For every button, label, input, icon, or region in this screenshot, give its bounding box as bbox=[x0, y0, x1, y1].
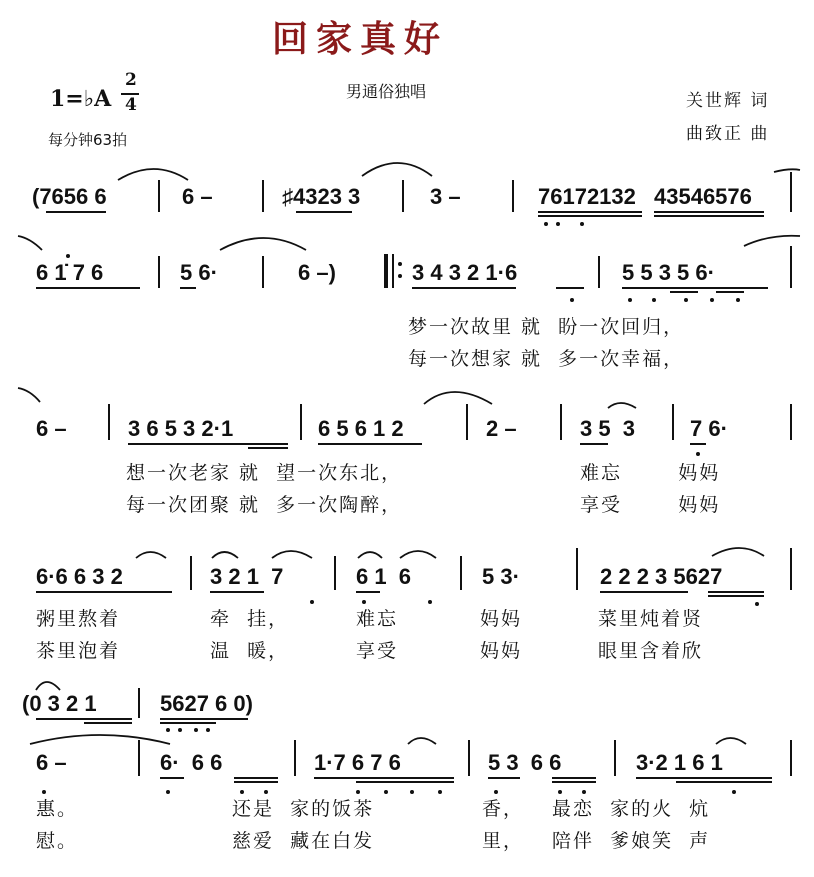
song-subtitle: 男通俗独唱 bbox=[346, 82, 427, 101]
tie-slur bbox=[272, 551, 312, 558]
s4-measure-5: 2 2 2 3 5627 bbox=[600, 564, 723, 589]
tie-slur bbox=[212, 552, 238, 558]
s3-lyric-verse-1b: 难忘 妈妈 bbox=[580, 462, 721, 484]
s4-lyric-verse-1b: 牵 挂， bbox=[210, 608, 290, 630]
s3-measure-2: 3 6 5 3 2·1 bbox=[128, 416, 234, 441]
key-signature: 1=♭A bbox=[50, 86, 112, 112]
meter-bottom: 4 bbox=[125, 95, 137, 115]
meter-top: 2 bbox=[125, 70, 137, 90]
s5-lyric-verse-1d: 最恋 家的火 炕 bbox=[552, 798, 711, 820]
s4-measure-4: 5 3· bbox=[482, 564, 520, 589]
s1-measure-5: 76172132 bbox=[538, 184, 636, 209]
s3-lyric-verse-2a: 每一次团聚 就 多一次陶醉， bbox=[126, 494, 403, 516]
tie-slur bbox=[774, 169, 800, 172]
s2-measure-5: 5 5 3 5 6· bbox=[622, 260, 715, 285]
s4-lyric-verse-1c: 难忘 bbox=[356, 608, 399, 630]
s5-measure-5: 3·2 1 6 1 bbox=[636, 750, 723, 775]
tie-slur bbox=[716, 738, 746, 744]
s2-measure-2: 5 6· bbox=[180, 260, 218, 285]
s2-lyric-verse-1: 梦一次故里 就 盼一次回归， bbox=[408, 316, 685, 338]
s3-measure-6: 7 6· bbox=[690, 416, 728, 441]
s5-lyric-verse-1b: 还是 家的饭茶 bbox=[232, 798, 375, 820]
s2-measure-3: 6 –) bbox=[298, 260, 336, 285]
s3-measure-5: 3 5 3 bbox=[580, 416, 636, 441]
s5-lyric-verse-2c: 里， bbox=[482, 830, 525, 852]
tie-slur bbox=[36, 682, 60, 690]
s5-measure-2: 6· 6 6 bbox=[160, 750, 223, 775]
s4-lyric-verse-1e: 菜里炖着贤 bbox=[598, 608, 704, 630]
s5-lyric-verse-2a: 慰。 bbox=[36, 830, 79, 852]
s4-measure-1: 6·6 6 3 2 bbox=[36, 564, 123, 589]
s1-measure-4: 3 – bbox=[430, 184, 461, 209]
s3-lyric-verse-1a: 想一次老家 就 望一次东北， bbox=[126, 462, 403, 484]
s5-lyric-verse-1a: 惠。 bbox=[36, 798, 79, 820]
tie-slur bbox=[118, 169, 188, 180]
s5-lyric-verse-2b: 慈爱 藏在白发 bbox=[232, 830, 375, 852]
s5-interlude-2: 5627 6 0) bbox=[160, 691, 253, 716]
s4-lyric-verse-2d: 妈妈 bbox=[480, 640, 523, 662]
s4-lyric-verse-1a: 粥里熬着 bbox=[36, 608, 121, 630]
s1-measure-1: (7656 6 bbox=[32, 184, 107, 209]
tempo-marking: 每分钟63拍 bbox=[48, 131, 128, 149]
tie-slur bbox=[358, 552, 382, 558]
tie-slur bbox=[136, 552, 166, 558]
s5-measure-4: 5 3 6 6 bbox=[488, 750, 562, 775]
s5-lyric-verse-2d: 陪伴 爹娘笑 声 bbox=[552, 830, 711, 852]
tie-slur bbox=[400, 551, 436, 558]
tie-slur bbox=[712, 548, 764, 556]
s2-measure-4: 3 4 3 2 1·6 bbox=[412, 260, 518, 285]
tie-slur bbox=[408, 738, 436, 744]
s2-measure-1: 6 1̇ 7 6 bbox=[36, 260, 104, 285]
song-title: 回家真好 bbox=[272, 19, 449, 60]
tie-slur bbox=[362, 163, 432, 176]
tie-slur bbox=[18, 388, 40, 402]
lyricist-credit: 关世辉 词 bbox=[686, 91, 770, 111]
tie-slur bbox=[30, 735, 170, 744]
tie-slur bbox=[744, 236, 800, 246]
s4-lyric-verse-2b: 温 暖， bbox=[210, 640, 290, 662]
composer-credit: 曲致正 曲 bbox=[686, 124, 770, 144]
s1-measure-2: 6 – bbox=[182, 184, 213, 209]
s1-measure-6: 43546576 bbox=[654, 184, 752, 209]
tie-slur bbox=[608, 403, 636, 408]
s4-measure-2: 3 2 1 7 bbox=[210, 564, 284, 589]
s2-lyric-verse-2: 每一次想家 就 多一次幸福， bbox=[408, 348, 685, 370]
s4-measure-3: 6 1 6 bbox=[356, 564, 412, 589]
s4-lyric-verse-1d: 妈妈 bbox=[480, 608, 523, 630]
s3-lyric-verse-2b: 享受 妈妈 bbox=[580, 494, 721, 516]
s4-lyric-verse-2a: 茶里泡着 bbox=[36, 640, 121, 662]
s4-lyric-verse-2c: 享受 bbox=[356, 640, 399, 662]
s4-lyric-verse-2e: 眼里含着欣 bbox=[598, 640, 704, 662]
tie-slur bbox=[18, 236, 42, 250]
tie-slur bbox=[220, 238, 306, 250]
s5-measure-3: 1·7 6 7 6 bbox=[314, 750, 401, 775]
s3-measure-3: 6 5 6 1 2 bbox=[318, 416, 404, 441]
s1-measure-3: ♯4323 3 bbox=[282, 184, 361, 209]
s3-measure-4: 2 – bbox=[486, 416, 517, 441]
s5-interlude-1: (0 3 2 1 bbox=[22, 691, 97, 716]
s5-lyric-verse-1c: 香， bbox=[482, 798, 525, 820]
s5-measure-1: 6 – bbox=[36, 750, 67, 775]
s3-measure-1: 6 – bbox=[36, 416, 67, 441]
tie-slur bbox=[424, 392, 492, 404]
